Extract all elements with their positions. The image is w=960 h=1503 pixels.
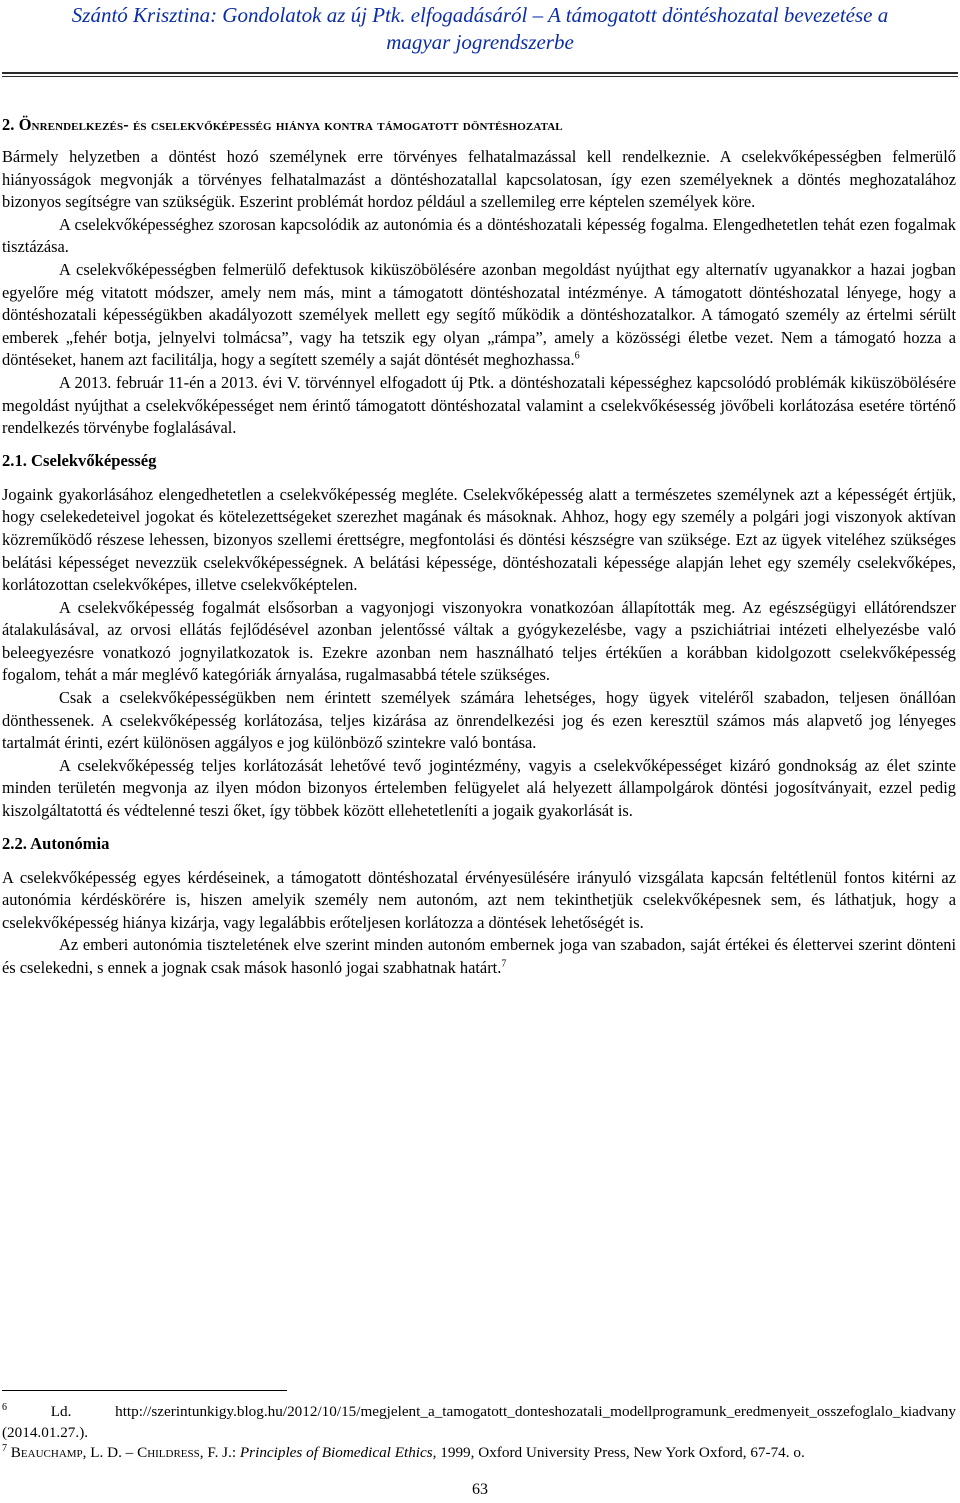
section-paragraph-2: A cselekvőképességhez szorosan kapcsolódik az autonómia és a döntéshozatali képesség fogalma. Elengedhetetlen tehát ezen fogalmak tisztázása.: [2, 214, 956, 257]
footnote-ref-7[interactable]: 7: [501, 958, 507, 970]
footnote-ref-6[interactable]: 6: [574, 350, 580, 362]
footnote-7-rest: 1999, Oxford University Press, New York Oxford, 67-74. o.: [440, 1444, 805, 1462]
subsection-heading-autonomia: 2.2. Autonómia: [2, 833, 110, 853]
section-paragraph-1: Bármely helyzetben a döntést hozó személynek erre törvényes felhatalmazással kell rendelkeznie. A cselekvőképességben felmerülő hiányosságok megvonják a törvényes felhatalmazást a döntéshozatallal kapcsolatosan, így ezen személyeknek a döntés meghozatalához bizonyos segítségre van szükségük. Eszerint problémát hordoz például a szellemileg erre képtelen személyek köre.: [2, 147, 956, 212]
subsection1-paragraph-4: A cselekvőképesség teljes korlátozását lehetővé tevő jogintézmény, vagyis a cselekvőképességet kizáró gondnokság az élet szinte minden területén megvonja az ilyen módon bizonyos értelemben felügyelet alá helyezett állampolgárok döntési jogosítványait, ezzel pedig kiszolgáltatottá és védtelenné teszi őket, így többek között ellehetetleníti a jogaik gyakorlását is.: [2, 755, 956, 821]
subsection2-paragraph-2: [2, 934, 956, 979]
footnotes: [2, 1402, 956, 1464]
section-heading: 2. Önrendelkezés- és cselekvőképesség hiánya kontra támogatott döntéshozatal: [2, 115, 563, 134]
section-paragraph-3-text: A cselekvőképességben felmerülő defektusok kiküszöbölésére azonban megoldást nyújthat egy alternatív ugyanakkor a hazai jogban egyelőre még vitatott módszer, amely nem más, mint a támogatott döntéshozatal intézménye. A támogatott döntéshozatal lényege, hogy a döntéshozatali képességükben akadályozott személyek mellett egy segítő működik a döntéshozatalkor. A támogató személy az értelmi sérült emberek „fehér botja, jelnyelvi tolmácsa”, vagy ha tetszik egy olyan „rámpa”, amely a közösségi életbe vezet. Nem a támogató hozza a döntéseket, hanem azt facilitálja, hogy a segített személy a saját döntését meghozhassa.: [2, 259, 956, 370]
subsection1-paragraph-3: Csak a cselekvőképességükben nem érintett személyek számára lehetséges, hogy ügyek viteléről szabadon, teljesen önállóan dönthessenek. A cselekvőképesség korlátozása, teljes kizárása az önrendelkezési jog és ezen keresztül számos más alapvető jog lényeges tartalmát érinti, ezért különösen aggályos e jog különböző szintekre való bontása.: [2, 688, 956, 753]
page-number: 63: [472, 1481, 488, 1498]
header-rule: [2, 72, 958, 77]
subsection2-paragraph-2-text: Az emberi autonómia tiszteletének elve szerint minden autonóm embernek joga van szabadon, saját értékei és élettervei szerint dönteni és cselekedni, s ennek a jognak csak mások hasonló jogai szabhatnak határt.: [2, 935, 956, 977]
running-header-line-2: magyar jogrendszerbe: [386, 30, 574, 54]
subsection1-paragraph-1: Jogaink gyakorlásához elengedhetetlen a cselekvőképesség megléte. Cselekvőképesség alatt a természetes személynek azt a képességét értjük, hogy cselekedeteivel jogokat és kötelezettségeket szerezhet magának és másoknak. Ahhoz, hogy egy személy a polgári jogi viszonyok aktívan közreműködő részese lehessen, bizonyos szellemi érettségre, megfontolási és döntési készségre van szüksége. Ezt az ügyek viteléhez szükséges belátási képességet nevezzük cselekvőképességnek. A belátási képessége, döntéshozatali képessége alapján lehet egy személy cselekvőképes, korlátozottan cselekvőképes, illetve cselekvőképtelen.: [2, 484, 956, 595]
subsection1-paragraph-2: A cselekvőképesség fogalmát elsősorban a vagyonjogi viszonyokra vonatkozóan állapították meg. Az egészségügyi ellátórendszer átalakulásával, az orvosi ellátás fejlődésével azonban jelentőssé váltak a gyógykezelésbe, vagy a pszichiátriai intézeti elhelyezésbe való beleegyezésre vonatkozó jognyilatkozatok is. Ezekre azonban nem használható teljes értékűen a korábban kidolgozott cselekvőképesség fogalom, tehát a már meglévő kategóriák árnyalása, rugalmasabbá tétele szükséges.: [2, 597, 956, 685]
footnote-7-number: 7: [2, 1443, 7, 1455]
footnote-rule: [2, 1390, 287, 1391]
section-paragraph-3: [2, 259, 956, 372]
footnote-7-title: Principles of Biomedical Ethics,: [239, 1444, 437, 1462]
section-paragraph-4: A 2013. február 11-én a 2013. évi V. törvénnyel elfogadott új Ptk. a döntéshozatali képességhez kapcsolódó problémák kiküszöbölésére megoldást nyújthat a cselekvőképességet nem érintő támogatott döntéshozatal valamint a cselekvőkésesség jövőbeli korlátozása esetére történő rendelkezés törvénybe foglalásával.: [2, 372, 956, 438]
footnote-6-number: 6: [2, 1401, 7, 1413]
subsection2-paragraph-1: A cselekvőképesség egyes kérdéseinek, a támogatott döntéshozatal érvényesülésére irányuló vizsgálata kapcsán feltétlenül fontos kitérni az autonómia kérdéskörére is, hiszen amelyik személy nem autonóm, azt nem tekinthetjük cselekvőképesnek sem, és láthatjuk, hogy a cselekvőképesség hiánya kizárja, vagy legalábbis erőteljesen korlátozza a döntések lehetőségét is.: [2, 867, 956, 932]
footnote-7-author: Beauchamp, L. D. – Childress, F. J.:: [10, 1444, 237, 1462]
footnote-6: [2, 1402, 956, 1443]
running-header-line-1: Szántó Krisztina: Gondolatok az új Ptk. elfogadásáról – A támogatott döntéshozatal bevezetése a: [71, 3, 889, 27]
main-content: [2, 114, 956, 980]
footnote-6-text[interactable]: Ld. http://szerintunkigy.blog.hu/2012/10/15/megjelent_a_tamogatott_donteshozatali_modellprogramunk_eredmenyeit_osszefoglalo_kiadvany (2014.01.27.).: [2, 1403, 956, 1441]
subsection-heading-cselekvokepesseg: 2.1. Cselekvőképesség: [2, 450, 157, 470]
running-header: [0, 0, 960, 56]
footnote-7: [2, 1443, 956, 1464]
